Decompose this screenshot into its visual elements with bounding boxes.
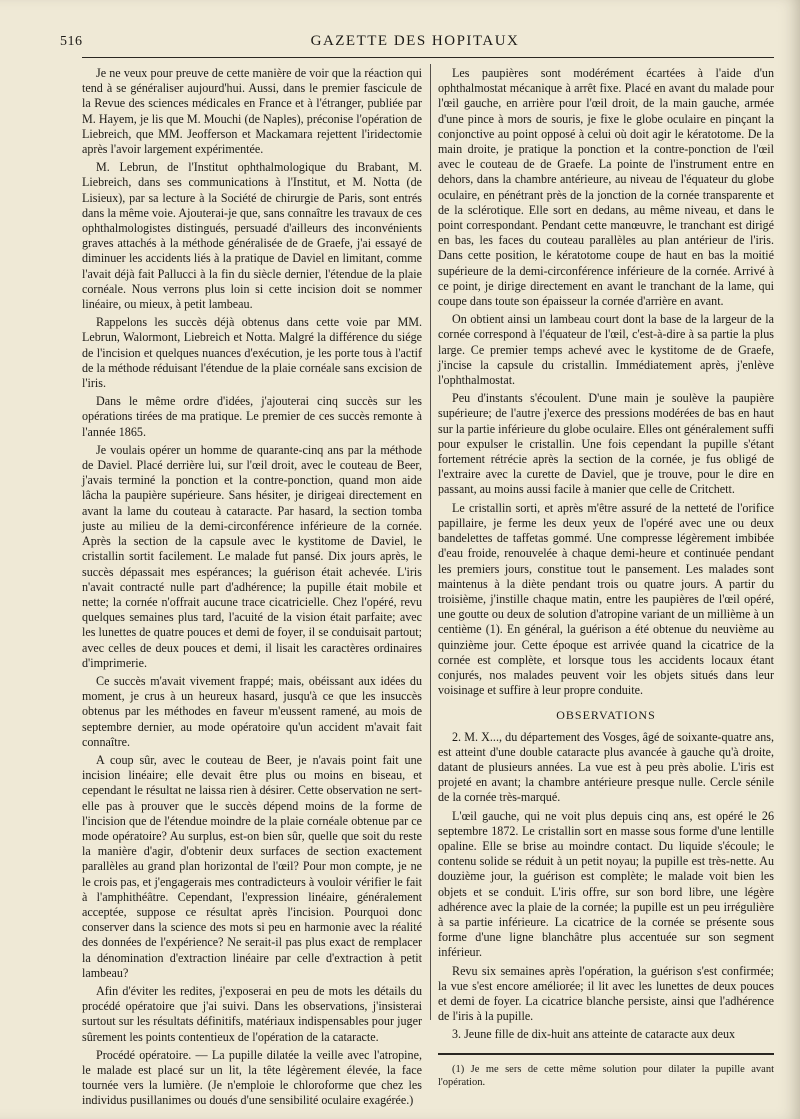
paragraph: M. Lebrun, de l'Institut ophthalmologique du Brabant, M. Liebreich, dans ses communications à l'Institut, et M. Notta (de Lisieux), par sa lecture à la Société de chirurgie de Paris, sont entrés dans la même voie. Ajouterai-je que, sans connaître les travaux de ces ophthalmologistes distingués, persuadé d'ailleurs des inconvénients graves attachés à la méthode généralisée de de Graefe, j'ai essayé de diminuer les accidents liés à la pratique de Daviel en limitant, comme l'avait déjà fait Pallucci à la fin du siècle dernier, l'étendue de la plaie cornéale. Nous verrons plus loin si cette incision doit se nommer linéaire, ou mieux, à petit lambeau. [82,160,422,312]
paragraph: Ce succès m'avait vivement frappé; mais, obéissant aux idées du moment, je crus à un heureux hasard, jusqu'à ce que les insuccès obtenus par les méthodes en faveur m'eussent ramené, au mois de septembre dernier, au mode opératoire qu'un accident m'avait fait connaître. [82,673,422,749]
left-column [82,66,422,1112]
page-header [60,30,770,54]
paragraph: A coup sûr, avec le couteau de Beer, je n'avais point fait une incision linéaire; elle devait être plus ou moins en biseau, et cependant le résultat ne laissa rien à désirer. Cette observation ne sert-elle pas à prouver que le succès dépend moins de la forme de l'incision que de l'étendue moindre de la plaie cornéale obtenue par ce mode opératoire? Au surplus, est-on bien sûr, quelle que soit du reste la manière d'agir, d'obtenir deux surfaces de section exactement parallèles au grand plan horizontal de l'œil? Pour mon compte, je ne le crois pas, et j'engagerais mes contradicteurs à vouloir vérifier le fait à l'amphithéâtre. Cependant, l'expression linéaire, généralement acceptée, suppose ce résultat après l'incision. Pourquoi donc conserver dans la science des mots si peu en harmonie avec la réalité des données de l'expérience? Ne serait-il pas plus exact de remplacer la dénomination d'extraction linéaire par celle d'extraction à petit lambeau? [82,752,422,980]
journal-title: GAZETTE DES HOPITAUX [310,33,520,49]
column-divider [430,64,431,1020]
paragraph: Revu six semaines après l'opération, la guérison s'est confirmée; la vue s'est encore améliorée; il lit avec les lunettes de deux pouces et demi de foyer. La cicatrice blanche persiste, ainsi que l'adhérence de l'iris à la pupille. [438,963,774,1024]
paragraph: 3. Jeune fille de dix-huit ans atteinte de cataracte aux deux [452,1027,736,1042]
section-title: OBSERVATIONS [556,708,656,723]
paragraph: Procédé opératoire. — La pupille dilatée la veille avec l'atropine, le malade est placé sur un lit, la tête légèrement élevée, la face tournée vers la lumière. (Je n'emploie le chloroforme que chez les individus pusillanimes ou doués d'une sensibilité oculaire exagérée.) [82,1047,422,1108]
paragraph: Rappelons les succès déjà obtenus dans cette voie par MM. Lebrun, Walormont, Liebreich et Notta. Malgré la différence du siége de l'incision et quelques nuances d'exécution, je les porte tous à l'actif de la méthode réduisant l'étendue de la plaie cornéale sans excision de l'iris. [82,315,422,391]
right-column [438,66,774,1092]
page-number: 516 [60,34,83,49]
paragraph: Le cristallin sorti, et après m'être assuré de la netteté de l'orifice papillaire, je ferme les deux yeux de l'opéré avec une ou deux bandelettes de taffetas gommé. Une compresse légèrement imbibée d'eau froide, renouvelée à chaque demi-heure et continuée pendant les premiers jours, constitue tout le pansement. Les malades sont maintenus à la diète pendant trois ou quatre jours. A partir du troisième, j'instille chaque matin, entre les paupières de l'œil opéré, une goutte ou deux de solution d'atropine variant de un millième à un centième (1). En général, la guérison a été obtenue du neuvième au quinzième jour. Cette époque est arrivée quand la cicatrice de la cornée est complète, et lorsque tous les accidents locaux étant conjurés, nos malades peuvent voir les objets situés dans leur voisinage et suffire à leur propre conduite. [438,500,774,698]
header-rule [82,57,774,58]
paragraph: Afin d'éviter les redites, j'exposerai en peu de mots les détails du procédé opératoire que j'ai suivi. Dans les observations, j'insisterai surtout sur les résultats définitifs, matériaux indispensables pour juger sûrement les points contentieux de l'opération de la cataracte. [82,983,422,1044]
paragraph: L'œil gauche, qui ne voit plus depuis cinq ans, est opéré le 26 septembre 1872. Le cristallin sort en masse sous forme d'une lentille opaline. Elle se brise au moindre contact. Du liquide s'écoule; le contenu solide se réduit à un petit noyau; la pupille est très-nette. Au douzième jour, la guérison est complète; le malade voit bien les objets et se conduit. L'iris offre, sur son bord libre, une légère adhérence avec la plaie de la cornée; la pupille est un peu irrégulière à sa partie inférieure. La cicatrice de la cornée se présente sous forme d'une ligne blanchâtre plus accentuée sur son segment inférieur. [438,808,774,960]
paragraph: 2. M. X..., du département des Vosges, âgé de soixante-quatre ans, est atteint d'une double cataracte plus avancée à gauche qu'à droite, datant de plusieurs années. La vue est à peu près abolie. L'iris est projeté en avant; la chambre antérieure presque nulle. Cercle sénile de la cornée très-marqué. [438,729,774,805]
paragraph: Je ne veux pour preuve de cette manière de voir que la réaction qui tend à se généraliser aujourd'hui. Aussi, dans le premier fascicule de la Revue des sciences médicales en France et à l'étranger, publiée par M. Hayem, je lis que M. Mouchi (de Naples), préconise l'opération de Liebreich, que MM. Jeofferson et Mackamara rejettent l'iridectomie après l'avoir largement expérimentée. [82,66,422,157]
footnote-rule [438,1053,774,1055]
footnote: (1) Je me sers de cette même solution pour dilater la pupille avant l'opération. [438,1063,774,1088]
paragraph: Je voulais opérer un homme de quarante-cinq ans par la méthode de Daviel. Placé derrière lui, sur l'œil droit, avec le couteau de Beer, j'avais terminé la ponction et la contre-ponction, quand mon aide lâcha la paupière supérieure. Sans hésiter, je dirigeai directement en avant la lame du couteau à cataracte. Par hasard, la section tomba juste au milieu de la demi-circonférence inférieure de la cornée. Après la section de la capsule avec le kystitome de Daviel, le cristallin sortit facilement. Le malade fut pansé. Dix jours après, le succès dépassait mes espérances; la guérison était achevée. L'iris n'avait contracté nulle part d'adhérence; la pupille était mobile et nette; la cornée n'offrait aucune trace cicatricielle. Chez l'opéré, revu quelques semaines plus tard, l'acuité de la vision était parfaite; avec les lunettes de quatre pouces et demi de foyer, il se conduisait partout; avec celles de deux pouces et demi, il lisait les caractères ordinaires d'imprimerie. [82,442,422,670]
paragraph: Les paupières sont modérément écartées à l'aide d'un ophthalmostat mécanique à arrêt fixe. Placé en avant du malade pour l'œil gauche, en arrière pour l'œil droit, de la main gauche, armée d'une pince à mors de souris, je fixe le globe oculaire en pinçant la conjonctive au point opposé à celui où doit agir le kératotome. De la main droite, je pratique la ponction et la contre-ponction de l'œil avec le couteau de de Graefe. La pointe de l'instrument entre en dehors, dans la chambre antérieure, au niveau de l'équateur du globe oculaire, en pénétrant près de la jonction de la cornée transparente et de la sclérotique. Elle sort en dedans, au même niveau, et dans le point correspondant. Pendant cette manœuvre, le tranchant est dirigé en bas, les faces du couteau parallèles au plan antérieur de l'iris. Dans cette position, le kératotome coupe de haut en bas la moitié supérieure de la demi-circonférence inférieure de la cornée. Arrivé à ce point, je dirige directement en avant le tranchant de la lame, qui coupe dans toute son épaisseur la cornée d'arrière en avant. [438,66,774,309]
paragraph: On obtient ainsi un lambeau court dont la base de la largeur de la cornée correspond à l'équateur de l'œil, c'est-à-dire à sa partie la plus large. Ce premier temps achevé avec le kystitome de de Graefe, j'incise la capsule du cristallin. Immédiatement après, j'enlève l'ophthalmostat. [438,312,774,388]
paragraph: Dans le même ordre d'idées, j'ajouterai cinq succès sur les opérations tirées de ma pratique. Le premier de ces succès remonte à l'année 1865. [82,394,422,439]
paragraph: Peu d'instants s'écoulent. D'une main je soulève la paupière supérieure; de l'autre j'exerce des pressions modérées de bas en haut sur la partie inférieure du globe oculaire. Elles ont généralement suffi pour expulser le cristallin. Une fois cependant la pupille s'étant fortement rétrécie après la section de la cornée, je fus obligé de l'extraire avec la curette de Daviel, que je trouve, pour le dire en passant, au moins aussi facile à manier que celle de Critchett. [438,391,774,497]
